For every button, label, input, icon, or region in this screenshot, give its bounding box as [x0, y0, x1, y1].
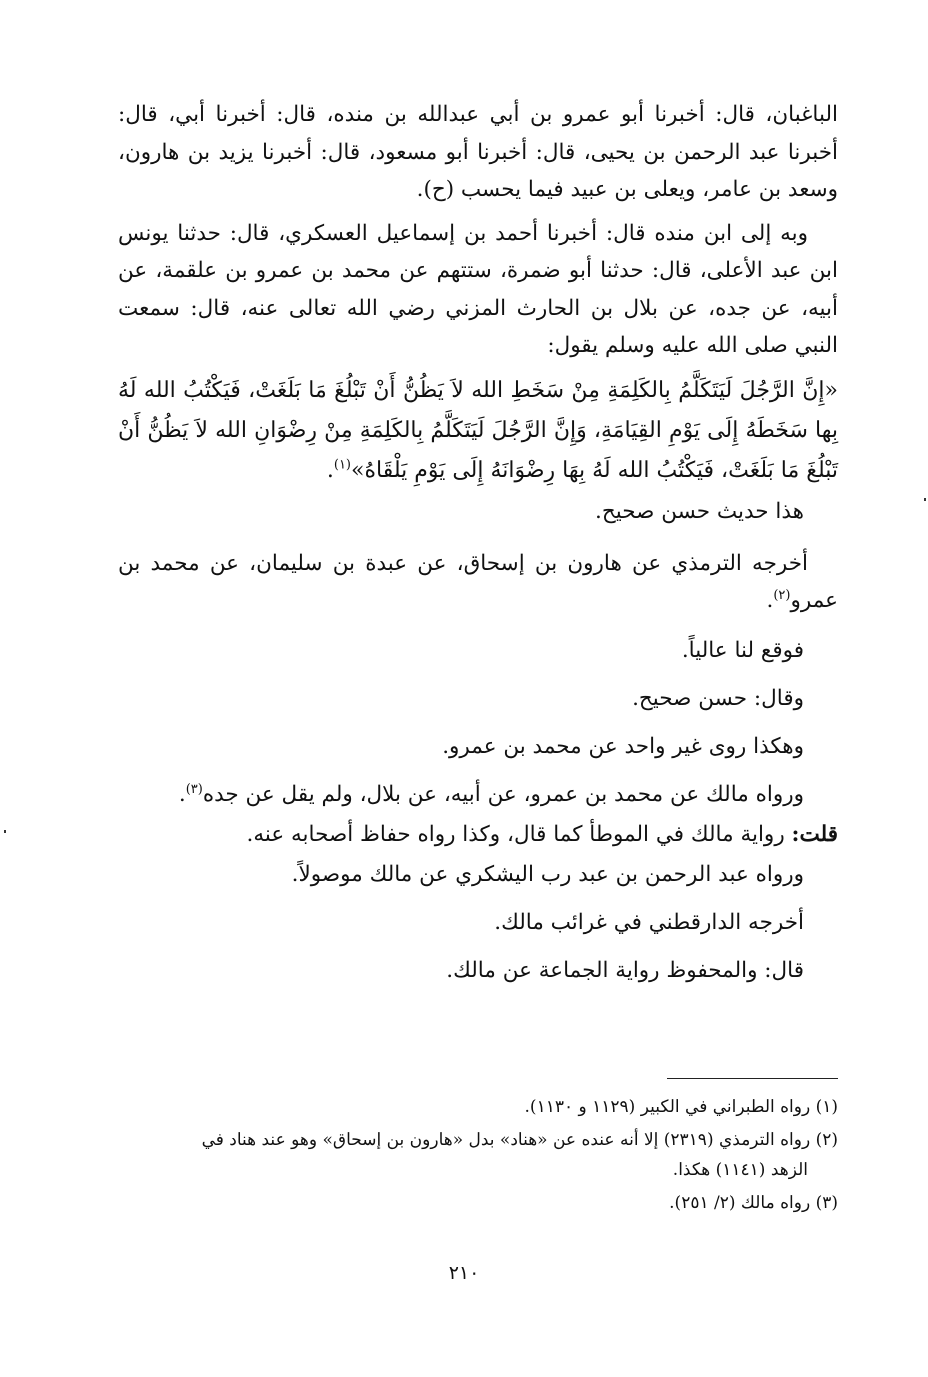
paragraph-tirmidhi [118, 545, 838, 620]
line-abd-al-rahman: ورواه عبد الرحمن بن عبد رب اليشكري عن مالك موصولاً. [291, 861, 804, 887]
footnote-ref-1[interactable]: (١) [333, 457, 351, 473]
paragraph-isnad-1: الباغبان، قال: أخبرنا أبو عمرو بن أبي عبدالله بن منده، قال: أخبرنا أبي، قال: أخبرنا عبد الرحمن بن يحيى، قال: أخبرنا أبو مسعود، قال: أخبرنا يزيد بن هارون، وسعد بن عامر، ويعلى بن عبيد فيما يحسب (ح). [118, 102, 838, 202]
footnote-ref-3[interactable]: (٣) [185, 781, 203, 797]
line-malik [118, 780, 804, 810]
footnote-2-line: (٢) رواه الترمذي (٢٣١٩) إلا أنه عنده عن «هناد» بدل «هارون بن إسحاق» وهو عند هناد في [201, 1130, 838, 1150]
footnote-2-continuation: الزهد (١١٤١) هكذا. [672, 1160, 808, 1180]
line-awl: فوقع لنا عالياً. [681, 637, 804, 663]
tirmidhi-text: أخرجه الترمذي عن هارون بن إسحاق، عن عبدة بن سليمان، عن محمد بن عمرو [118, 550, 838, 613]
footnote-3: (٣) رواه مالك (٢/ ٢٥١). [669, 1193, 838, 1213]
line-hakadha: وهكذا روى غير واحد عن محمد بن عمرو. [442, 733, 804, 759]
malik-period: . [178, 781, 186, 807]
grading-line: هذا حديث حسن صحيح. [595, 498, 804, 524]
paragraph-isnad-2: وبه إلى ابن منده قال: أخبرنا أحمد بن إسماعيل العسكري، قال: حدثنا يونس ابن عبد الأعلى، قال: حدثنا أبو ضمرة، ستتهم عن محمد بن عمرو بن علقمة، عن أبيه، عن جده، عن بلال بن الحارث المزني رضي الله تعالى عنه، قال: سمعت النبي صلى الله عليه وسلم يقول: [118, 220, 838, 358]
qultu-text: رواية مالك في الموطأ كما قال، وكذا رواه حفاظ أصحابه عنه. [246, 821, 792, 847]
footnote-1: (١) رواه الطبراني في الكبير (١١٢٩ و ١١٣٠). [524, 1097, 838, 1117]
page-body [118, 96, 838, 1004]
tirmidhi-period: . [766, 588, 774, 613]
hadith-period: . [326, 457, 334, 483]
line-mahfuz: قال: والمحفوظ رواية الجماعة عن مالك. [446, 957, 804, 983]
scan-mark [4, 830, 6, 833]
footnotes [118, 1092, 838, 1221]
hadith-body: «إِنَّ الرَّجُلَ لَيَتَكَلَّمُ بِالكَلِمَةِ مِنْ سَخَطِ الله لاَ يَظُنُّ أَنْ تَبْلُغَ مَا بَلَغَتْ، فَيَكْتُبُ الله لَهُ بِها سَخَطَهُ إِلَى يَوْمِ القِيَامَةِ، وَإِنَّ الرَّجُلَ لَيَتَكَلَّمُ بِالكَلِمَةِ مِنْ رِضْوَانِ الله لاَ يَظُنُّ أَنْ تَبْلُغَ مَا بَلَغَتْ، فَيَكْتُبُ الله لَهُ بِهَا رِضْوَانَهُ إِلَى يَوْمِ يَلْقَاهُ» [118, 377, 838, 483]
page-number: ٢١٠ [448, 1262, 480, 1284]
footnote-2 [118, 1125, 838, 1185]
malik-text: ورواه مالك عن محمد بن عمرو، عن أبيه، عن بلال، ولم يقل عن جده [202, 781, 804, 807]
scan-mark [924, 498, 926, 501]
line-qultu [118, 820, 838, 850]
line-daraqutni: أخرجه الدارقطني في غرائب مالك. [494, 909, 804, 935]
footnote-divider [667, 1078, 838, 1079]
qultu-label: قلت: [791, 821, 838, 847]
hadith-text [118, 371, 838, 491]
footnote-ref-2[interactable]: (٢) [773, 587, 791, 603]
line-qala: وقال: حسن صحيح. [632, 685, 804, 711]
